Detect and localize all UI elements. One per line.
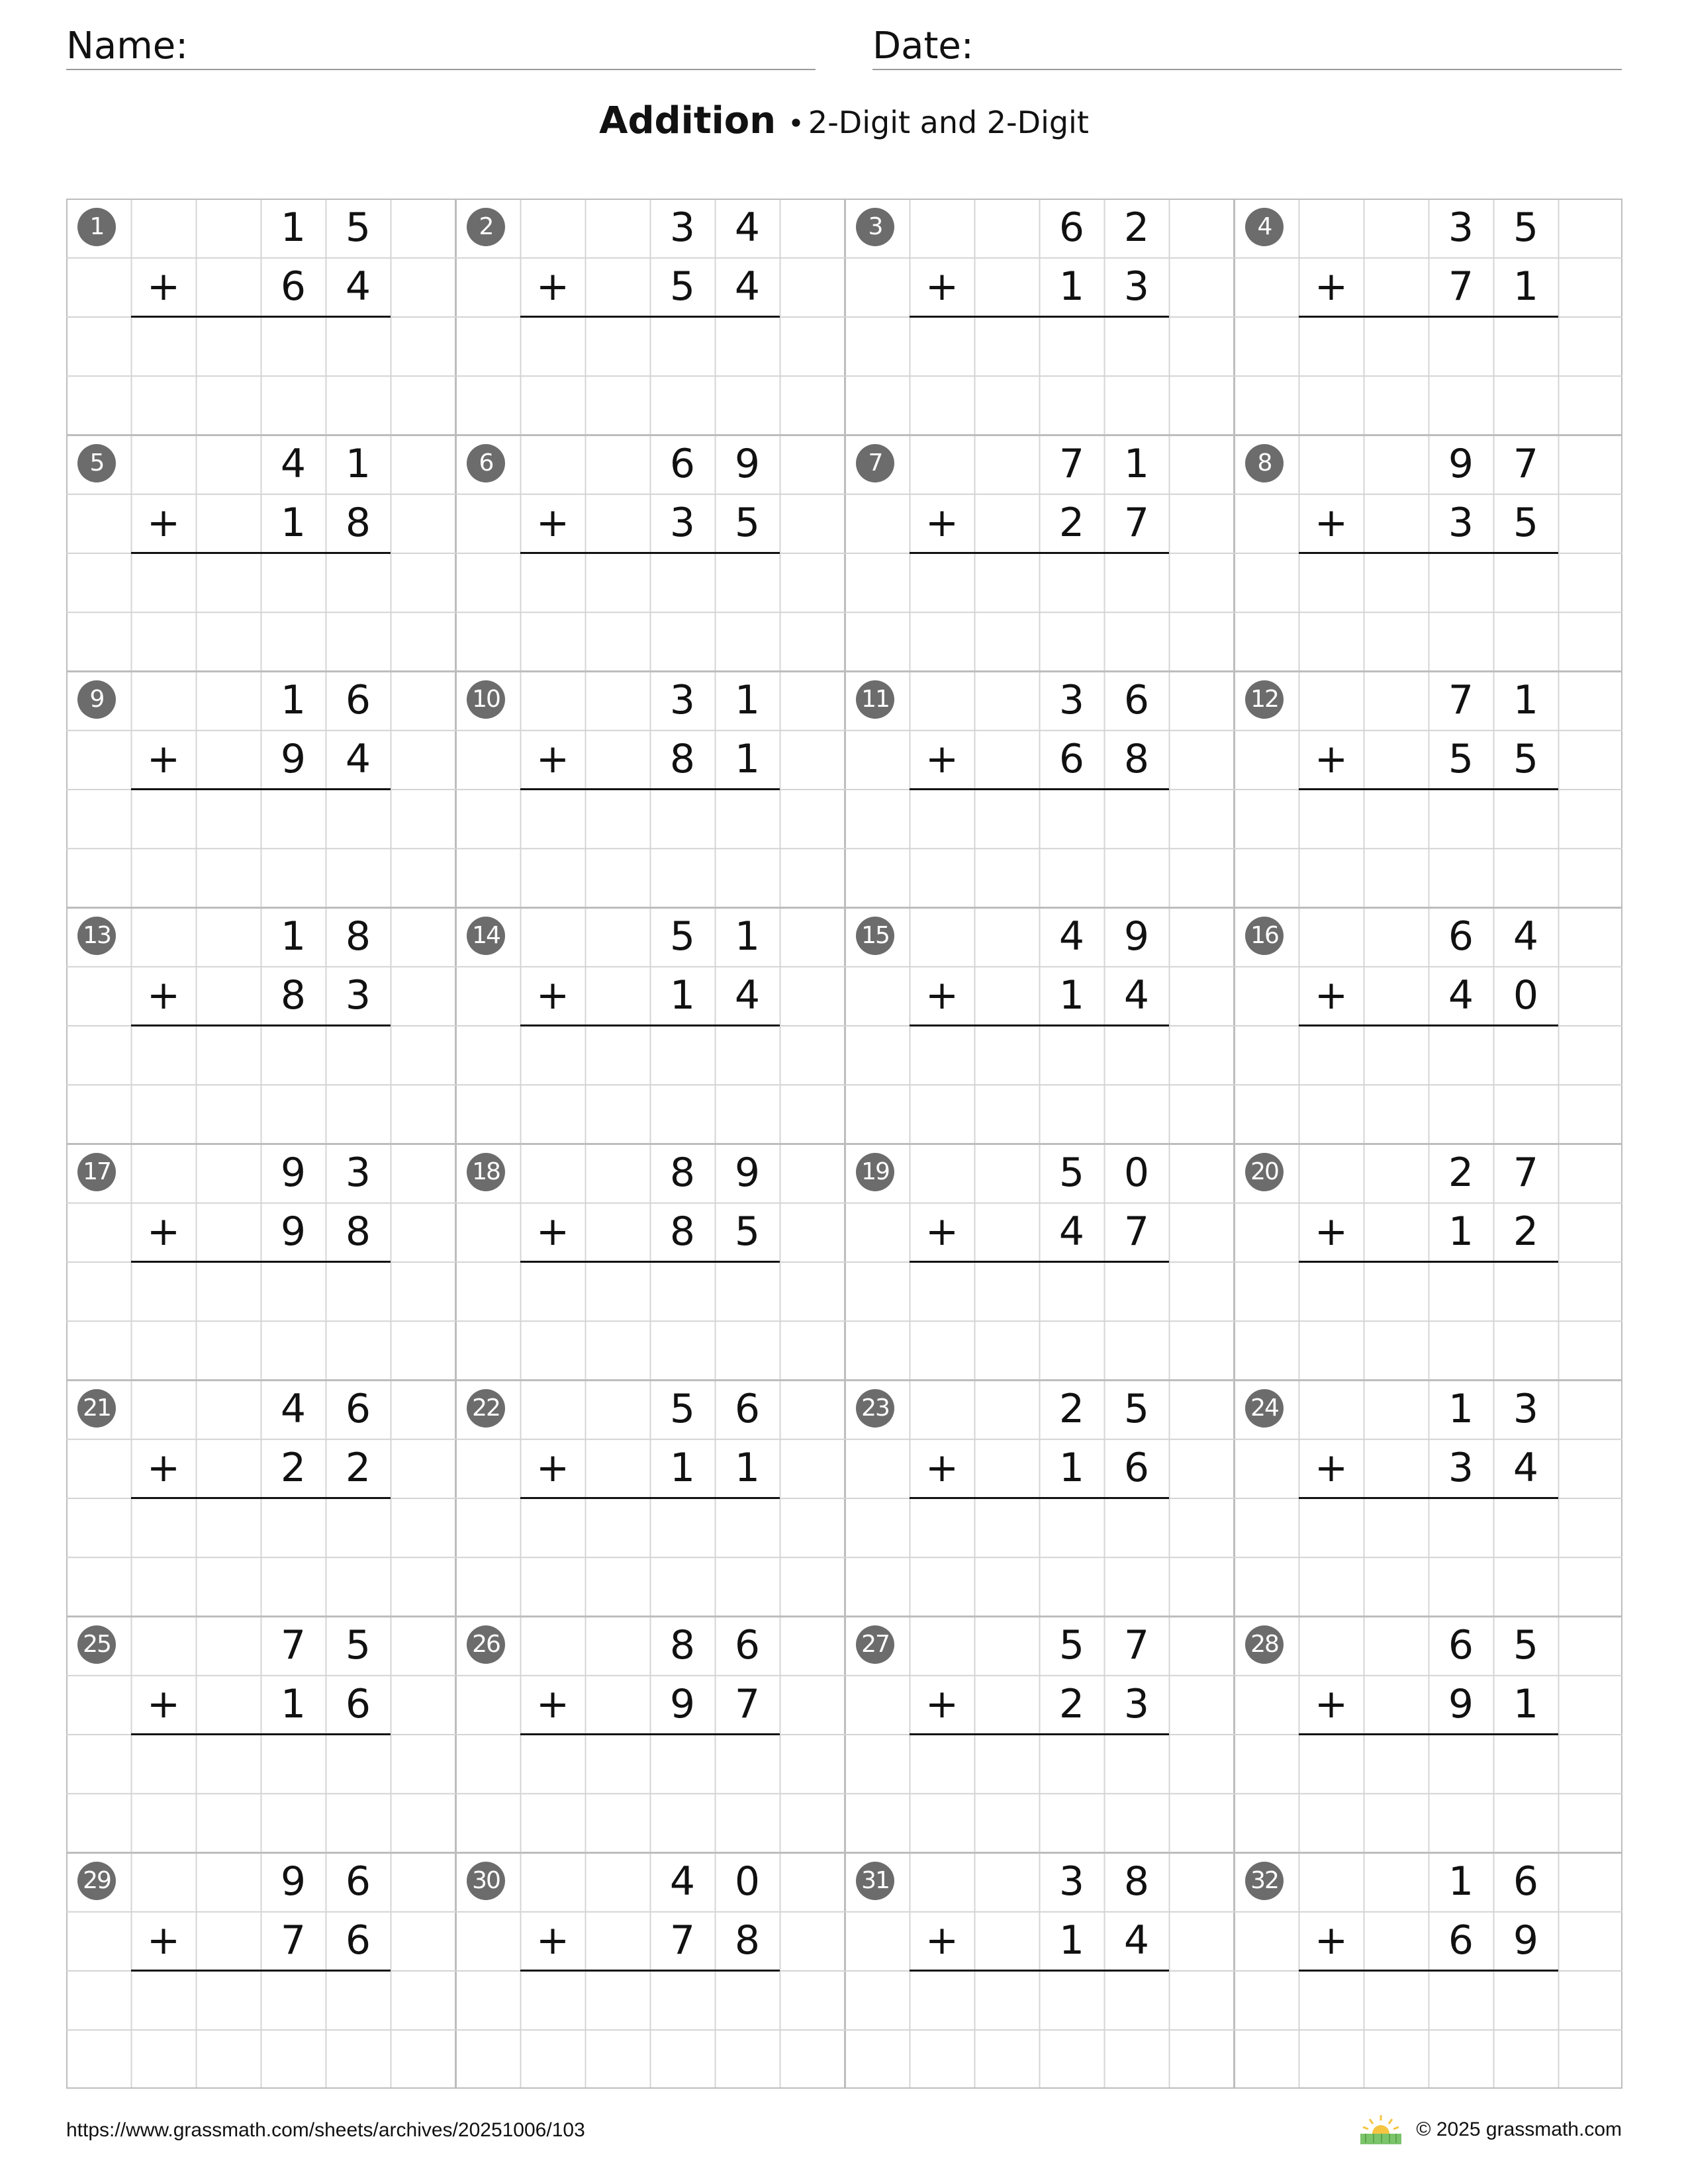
addend-top-digit: 8 — [1123, 1858, 1150, 1905]
problem-number-badge: 12 — [1245, 680, 1284, 719]
footer-branding — [1358, 2114, 1622, 2146]
plus-sign: + — [925, 1445, 959, 1491]
problem-block — [845, 1380, 1234, 1616]
addend-top-digit: 3 — [669, 205, 696, 251]
answer-line — [910, 1261, 1169, 1263]
addend-bottom-digit: 1 — [1058, 263, 1085, 310]
plus-sign: + — [925, 972, 959, 1019]
problem-number-badge: 20 — [1245, 1153, 1284, 1191]
plus-sign: + — [1314, 1681, 1348, 1727]
addend-bottom-digit: 4 — [345, 736, 371, 782]
addend-bottom-digit: 6 — [1123, 1445, 1150, 1491]
footer-url[interactable]: https://www.grassmath.com/sheets/archives/20251006/103 — [66, 2119, 585, 2141]
plus-sign: + — [146, 736, 181, 782]
addend-top-digit: 9 — [734, 441, 761, 487]
addend-top-digit: 7 — [280, 1622, 306, 1668]
addend-bottom-digit: 1 — [734, 736, 761, 782]
answer-line — [520, 1733, 780, 1735]
answer-line — [131, 788, 391, 790]
plus-sign: + — [1314, 736, 1348, 782]
problem-number-badge: 9 — [77, 680, 116, 719]
plus-sign: + — [1314, 500, 1348, 546]
addend-bottom-digit: 6 — [1448, 1917, 1474, 1964]
addend-top-digit: 3 — [1448, 205, 1474, 251]
addend-top-digit: 1 — [1513, 677, 1539, 723]
plus-sign: + — [536, 736, 570, 782]
answer-line — [520, 552, 780, 554]
plus-sign: + — [536, 1208, 570, 1255]
problem-number-badge: 1 — [77, 208, 116, 246]
addend-top-digit: 5 — [1513, 205, 1539, 251]
addend-bottom-digit: 3 — [669, 500, 696, 546]
problem-block — [845, 1852, 1234, 2089]
addend-bottom-digit: 4 — [1513, 1445, 1539, 1491]
addend-top-digit: 9 — [280, 1858, 306, 1905]
problem-block — [1234, 1380, 1623, 1616]
addend-bottom-digit: 4 — [1123, 972, 1150, 1019]
title-main: Addition — [599, 99, 776, 142]
problem-block — [1234, 199, 1623, 435]
copyright: © 2025 grassmath.com — [1416, 2118, 1622, 2140]
addend-bottom-digit: 4 — [1123, 1917, 1150, 1964]
worksheet-grid — [66, 199, 1622, 2089]
addend-top-digit: 7 — [1513, 441, 1539, 487]
answer-line — [1299, 1733, 1558, 1735]
addend-bottom-digit: 1 — [669, 972, 696, 1019]
addend-bottom-digit: 8 — [669, 736, 696, 782]
addend-top-digit: 0 — [1123, 1150, 1150, 1196]
problem-number-badge: 6 — [467, 444, 505, 482]
plus-sign: + — [1314, 1445, 1348, 1491]
answer-line — [1299, 1497, 1558, 1499]
answer-line — [131, 552, 391, 554]
addend-bottom-digit: 4 — [734, 263, 761, 310]
plus-sign: + — [925, 263, 959, 310]
problem-block — [845, 1616, 1234, 1852]
addend-top-digit: 1 — [345, 441, 371, 487]
problem-number-badge: 13 — [77, 917, 116, 955]
addend-bottom-digit: 5 — [1513, 500, 1539, 546]
addend-bottom-digit: 1 — [1513, 263, 1539, 310]
addend-top-digit: 6 — [1448, 913, 1474, 960]
problem-block — [845, 1144, 1234, 1380]
problem-number-badge: 32 — [1245, 1862, 1284, 1900]
addend-top-digit: 6 — [734, 1386, 761, 1432]
addend-bottom-digit: 1 — [734, 1445, 761, 1491]
problem-number-badge: 28 — [1245, 1625, 1284, 1664]
problem-number-badge: 19 — [856, 1153, 894, 1191]
plus-sign: + — [536, 972, 570, 1019]
addend-bottom-digit: 1 — [1058, 972, 1085, 1019]
addend-top-digit: 9 — [1123, 913, 1150, 960]
plus-sign: + — [1314, 972, 1348, 1019]
addend-top-digit: 4 — [280, 441, 306, 487]
addend-top-digit: 4 — [1513, 913, 1539, 960]
addend-top-digit: 5 — [1513, 1622, 1539, 1668]
addend-top-digit: 5 — [669, 1386, 696, 1432]
addend-bottom-digit: 6 — [280, 263, 306, 310]
addend-top-digit: 6 — [1123, 677, 1150, 723]
addend-top-digit: 9 — [1448, 441, 1474, 487]
addend-top-digit: 5 — [1058, 1622, 1085, 1668]
title-bullet: • — [788, 107, 804, 140]
addend-bottom-digit: 4 — [345, 263, 371, 310]
addend-top-digit: 6 — [345, 1858, 371, 1905]
plus-sign: + — [1314, 263, 1348, 310]
addend-bottom-digit: 6 — [1058, 736, 1085, 782]
addend-top-digit: 6 — [345, 677, 371, 723]
answer-line — [131, 1497, 391, 1499]
addend-bottom-digit: 0 — [1513, 972, 1539, 1019]
problem-number-badge: 7 — [856, 444, 894, 482]
addend-top-digit: 7 — [1448, 677, 1474, 723]
problem-block — [66, 199, 455, 435]
problem-number-badge: 5 — [77, 444, 116, 482]
addend-top-digit: 1 — [1448, 1386, 1474, 1432]
addend-bottom-digit: 1 — [1513, 1681, 1539, 1727]
answer-line — [1299, 552, 1558, 554]
problem-block — [455, 1616, 845, 1852]
addend-bottom-digit: 9 — [280, 736, 306, 782]
problem-number-badge: 31 — [856, 1862, 894, 1900]
addend-bottom-digit: 1 — [280, 500, 306, 546]
addend-bottom-digit: 7 — [280, 1917, 306, 1964]
addend-top-digit: 7 — [1058, 441, 1085, 487]
answer-line — [910, 1970, 1169, 1972]
addend-top-digit: 4 — [669, 1858, 696, 1905]
problem-block — [455, 1144, 845, 1380]
addend-bottom-digit: 2 — [345, 1445, 371, 1491]
answer-line — [131, 1261, 391, 1263]
addend-top-digit: 1 — [1448, 1858, 1474, 1905]
answer-line — [520, 1024, 780, 1026]
plus-sign: + — [1314, 1917, 1348, 1964]
plus-sign: + — [146, 1917, 181, 1964]
plus-sign: + — [1314, 1208, 1348, 1255]
addend-bottom-digit: 3 — [1448, 1445, 1474, 1491]
answer-line — [131, 1970, 391, 1972]
sun-over-grass-icon — [1358, 2114, 1404, 2146]
addend-top-digit: 5 — [1058, 1150, 1085, 1196]
addend-top-digit: 4 — [734, 205, 761, 251]
addend-bottom-digit: 2 — [280, 1445, 306, 1491]
addend-bottom-digit: 8 — [1123, 736, 1150, 782]
addend-bottom-digit: 2 — [1513, 1208, 1539, 1255]
problem-number-badge: 24 — [1245, 1389, 1284, 1428]
problem-block — [455, 907, 845, 1144]
addend-top-digit: 6 — [734, 1622, 761, 1668]
problem-block — [66, 1380, 455, 1616]
plus-sign: + — [146, 263, 181, 310]
addend-bottom-digit: 2 — [1058, 500, 1085, 546]
addend-bottom-digit: 5 — [1448, 736, 1474, 782]
problem-number-badge: 25 — [77, 1625, 116, 1664]
problem-number-badge: 17 — [77, 1153, 116, 1191]
addend-bottom-digit: 5 — [734, 500, 761, 546]
plus-sign: + — [536, 263, 570, 310]
addend-bottom-digit: 7 — [1123, 500, 1150, 546]
addend-top-digit: 8 — [669, 1150, 696, 1196]
problem-number-badge: 14 — [467, 917, 505, 955]
addend-top-digit: 3 — [345, 1150, 371, 1196]
plus-sign: + — [146, 1445, 181, 1491]
answer-line — [910, 316, 1169, 318]
addend-bottom-digit: 8 — [734, 1917, 761, 1964]
answer-line — [910, 788, 1169, 790]
problem-number-badge: 11 — [856, 680, 894, 719]
addend-top-digit: 5 — [1123, 1386, 1150, 1432]
problem-block — [1234, 1144, 1623, 1380]
addend-bottom-digit: 1 — [1058, 1445, 1085, 1491]
addend-bottom-digit: 7 — [734, 1681, 761, 1727]
problem-block — [455, 199, 845, 435]
addend-bottom-digit: 4 — [734, 972, 761, 1019]
addend-bottom-digit: 5 — [734, 1208, 761, 1255]
problem-block — [845, 907, 1234, 1144]
addend-bottom-digit: 8 — [345, 1208, 371, 1255]
addend-bottom-digit: 5 — [1513, 736, 1539, 782]
problem-number-badge: 3 — [856, 208, 894, 246]
problem-block — [1234, 1852, 1623, 2089]
problem-block — [845, 435, 1234, 671]
addend-top-digit: 5 — [345, 205, 371, 251]
answer-line — [1299, 1261, 1558, 1263]
addend-top-digit: 7 — [1123, 1622, 1150, 1668]
addend-top-digit: 1 — [280, 677, 306, 723]
addend-top-digit: 0 — [734, 1858, 761, 1905]
addend-top-digit: 3 — [1058, 677, 1085, 723]
addend-bottom-digit: 1 — [1058, 1917, 1085, 1964]
addend-bottom-digit: 3 — [1123, 263, 1150, 310]
addend-top-digit: 9 — [280, 1150, 306, 1196]
plus-sign: + — [925, 1917, 959, 1964]
addend-bottom-digit: 1 — [1448, 1208, 1474, 1255]
plus-sign: + — [146, 1208, 181, 1255]
addend-top-digit: 4 — [1058, 913, 1085, 960]
plus-sign: + — [536, 1681, 570, 1727]
answer-line — [1299, 1024, 1558, 1026]
problem-number-badge: 16 — [1245, 917, 1284, 955]
problem-number-badge: 27 — [856, 1625, 894, 1664]
date-label: Date: — [872, 24, 974, 68]
addend-bottom-digit: 9 — [669, 1681, 696, 1727]
addend-top-digit: 1 — [734, 913, 761, 960]
plus-sign: + — [146, 1681, 181, 1727]
problem-block — [1234, 671, 1623, 907]
answer-line — [520, 1497, 780, 1499]
problem-block — [66, 1144, 455, 1380]
problem-number-badge: 2 — [467, 208, 505, 246]
problem-number-badge: 23 — [856, 1389, 894, 1428]
addend-bottom-digit: 7 — [1448, 263, 1474, 310]
problem-block — [455, 1852, 845, 2089]
problem-number-badge: 8 — [1245, 444, 1284, 482]
title-subtitle: 2-Digit and 2-Digit — [808, 105, 1089, 140]
addend-bottom-digit: 9 — [1448, 1681, 1474, 1727]
addend-bottom-digit: 6 — [345, 1681, 371, 1727]
problem-block — [66, 907, 455, 1144]
addend-top-digit: 6 — [345, 1386, 371, 1432]
answer-line — [910, 1024, 1169, 1026]
addend-top-digit: 6 — [1058, 205, 1085, 251]
plus-sign: + — [146, 500, 181, 546]
answer-line — [910, 1497, 1169, 1499]
answer-line — [131, 1024, 391, 1026]
problem-block — [455, 1380, 845, 1616]
answer-line — [1299, 316, 1558, 318]
plus-sign: + — [536, 1445, 570, 1491]
addend-top-digit: 1 — [734, 677, 761, 723]
answer-line — [910, 1733, 1169, 1735]
worksheet-title — [0, 99, 1688, 142]
addend-top-digit: 5 — [669, 913, 696, 960]
name-field[interactable] — [66, 24, 816, 70]
name-label: Name: — [66, 24, 189, 68]
problem-number-badge: 18 — [467, 1153, 505, 1191]
answer-line — [520, 788, 780, 790]
addend-top-digit: 2 — [1058, 1386, 1085, 1432]
answer-line — [520, 1261, 780, 1263]
addend-bottom-digit: 8 — [280, 972, 306, 1019]
addend-bottom-digit: 1 — [280, 1681, 306, 1727]
answer-line — [1299, 1970, 1558, 1972]
problem-block — [66, 1852, 455, 2089]
addend-top-digit: 8 — [669, 1622, 696, 1668]
problem-block — [455, 435, 845, 671]
plus-sign: + — [536, 500, 570, 546]
problem-number-badge: 15 — [856, 917, 894, 955]
addend-top-digit: 1 — [1123, 441, 1150, 487]
problem-block — [455, 671, 845, 907]
addend-bottom-digit: 8 — [669, 1208, 696, 1255]
problem-number-badge: 22 — [467, 1389, 505, 1428]
addend-bottom-digit: 7 — [669, 1917, 696, 1964]
problem-block — [845, 671, 1234, 907]
addend-top-digit: 3 — [1058, 1858, 1085, 1905]
addend-top-digit: 1 — [280, 205, 306, 251]
plus-sign: + — [536, 1917, 570, 1964]
addend-top-digit: 3 — [1513, 1386, 1539, 1432]
addend-bottom-digit: 3 — [1448, 500, 1474, 546]
problem-number-badge: 21 — [77, 1389, 116, 1428]
addend-bottom-digit: 2 — [1058, 1681, 1085, 1727]
addend-top-digit: 5 — [345, 1622, 371, 1668]
answer-line — [131, 1733, 391, 1735]
addend-top-digit: 3 — [669, 677, 696, 723]
addend-bottom-digit: 3 — [1123, 1681, 1150, 1727]
problem-block — [1234, 907, 1623, 1144]
problem-block — [66, 1616, 455, 1852]
addend-top-digit: 4 — [280, 1386, 306, 1432]
problem-block — [66, 671, 455, 907]
addend-bottom-digit: 5 — [669, 263, 696, 310]
addend-top-digit: 6 — [1513, 1858, 1539, 1905]
addend-top-digit: 1 — [280, 913, 306, 960]
addend-top-digit: 9 — [734, 1150, 761, 1196]
plus-sign: + — [146, 972, 181, 1019]
addend-top-digit: 6 — [1448, 1622, 1474, 1668]
problem-block — [845, 199, 1234, 435]
problem-number-badge: 10 — [467, 680, 505, 719]
addend-bottom-digit: 8 — [345, 500, 371, 546]
answer-line — [520, 316, 780, 318]
addend-bottom-digit: 9 — [1513, 1917, 1539, 1964]
addend-top-digit: 2 — [1448, 1150, 1474, 1196]
plus-sign: + — [925, 1208, 959, 1255]
answer-line — [131, 316, 391, 318]
plus-sign: + — [925, 500, 959, 546]
addend-bottom-digit: 4 — [1448, 972, 1474, 1019]
answer-line — [520, 1970, 780, 1972]
answer-line — [910, 552, 1169, 554]
plus-sign: + — [925, 736, 959, 782]
problem-block — [1234, 435, 1623, 671]
date-field[interactable] — [872, 24, 1622, 70]
addend-top-digit: 7 — [1513, 1150, 1539, 1196]
addend-bottom-digit: 7 — [1123, 1208, 1150, 1255]
problem-number-badge: 30 — [467, 1862, 505, 1900]
problem-number-badge: 26 — [467, 1625, 505, 1664]
addend-bottom-digit: 1 — [669, 1445, 696, 1491]
problem-number-badge: 29 — [77, 1862, 116, 1900]
addend-top-digit: 8 — [345, 913, 371, 960]
addend-bottom-digit: 9 — [280, 1208, 306, 1255]
addend-top-digit: 6 — [669, 441, 696, 487]
problem-block — [66, 435, 455, 671]
addend-bottom-digit: 3 — [345, 972, 371, 1019]
addend-bottom-digit: 6 — [345, 1917, 371, 1964]
problem-number-badge: 4 — [1245, 208, 1284, 246]
addend-top-digit: 2 — [1123, 205, 1150, 251]
answer-line — [1299, 788, 1558, 790]
addend-bottom-digit: 4 — [1058, 1208, 1085, 1255]
problem-block — [1234, 1616, 1623, 1852]
plus-sign: + — [925, 1681, 959, 1727]
